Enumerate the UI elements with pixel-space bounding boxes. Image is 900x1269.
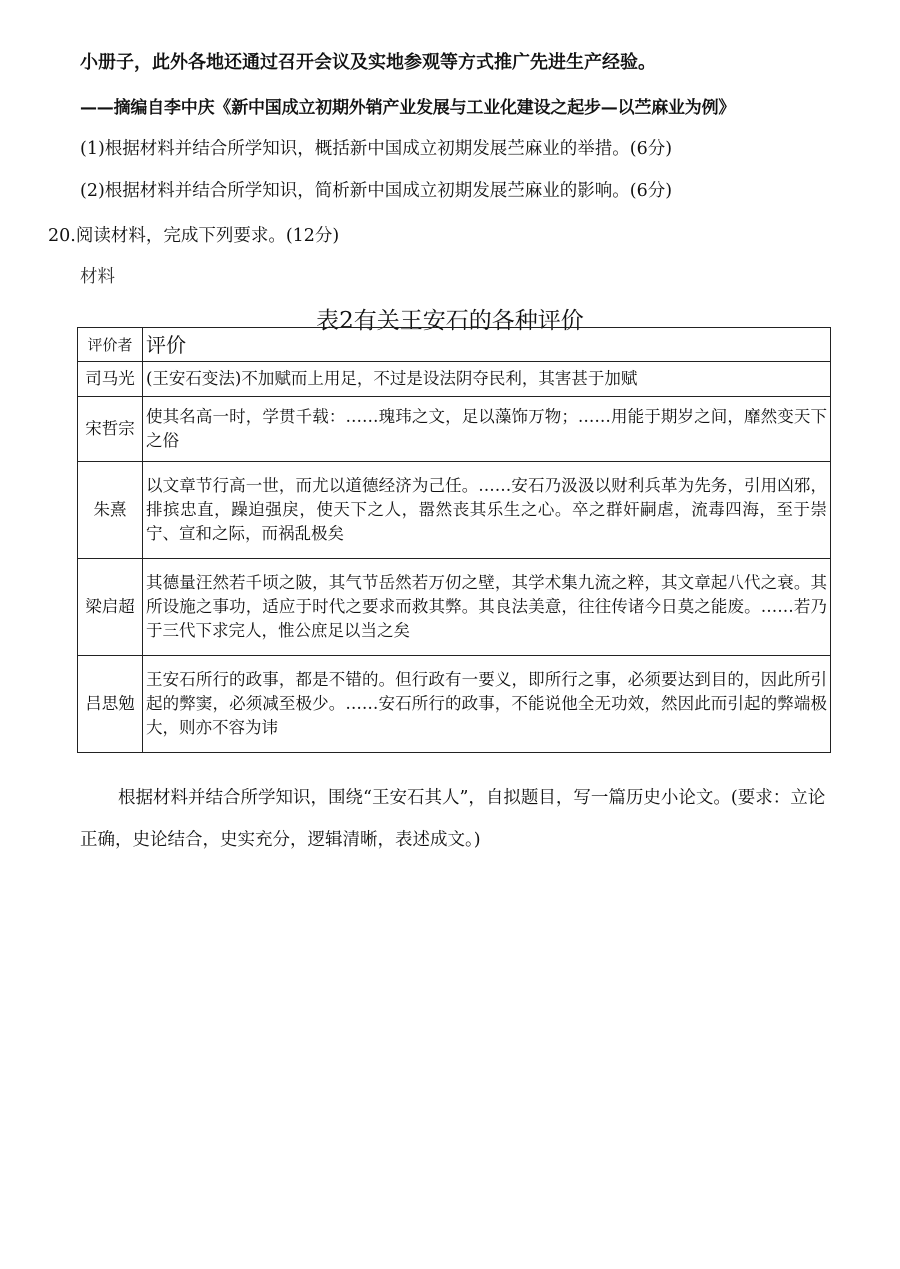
q19-subquestion-2: (2)根据材料并结合所学知识，简析新中国成立初期发展苎麻业的影响。(6分) [80,181,673,201]
evaluator-cell: 朱熹 [78,462,143,559]
evaluation-cell: 以文章节行高一世，而尤以道德经济为己任。……安石乃汲汲以财利兵革为先务，引用凶邪，排摈忠直，躁迫强戾，使天下之人，嚣然丧其乐生之心。卒之群奸嗣虐，流毒四海，至于崇宁、宣和之际，而祸乱极矣 [143,462,831,559]
passage-continuation: 小册子，此外各地还通过召开会议及实地参观等方式推广先进生产经验。 [80,52,656,73]
evaluator-cell: 宋哲宗 [78,397,143,462]
header-evaluation: 评价 [143,328,831,362]
table-header-row [78,328,831,362]
evaluator-cell: 司马光 [78,362,143,397]
table-title: 表2有关王安石的各种评价 [316,308,584,334]
table-row [78,462,831,559]
evaluation-cell: 使其名高一时，学贯千载：……瑰玮之文，足以藻饰万物；……用能于期岁之间，靡然变天下之俗 [143,397,831,462]
evaluation-cell: 其德量汪然若千顷之陂，其气节岳然若万仞之壁，其学术集九流之粹，其文章起八代之衰。其所设施之事功，适应于时代之要求而救其弊。其良法美意，往往传诸今日莫之能废。……若乃于三代下求完人，惟公庶足以当之矣 [143,559,831,656]
q20-prompt: 20.阅读材料，完成下列要求。(12分) [48,226,340,246]
evaluation-cell: 王安石所行的政事，都是不错的。但行政有一要义，即所行之事，必须要达到目的，因此所引起的弊窦，必须减至极少。……安石所行的政事，不能说他全无功效，然因此而引起的弊端极大，则亦不容为讳 [143,656,831,753]
table-row [78,559,831,656]
material-label: 材料 [80,267,115,287]
q19-subquestion-1: (1)根据材料并结合所学知识，概括新中国成立初期发展苎麻业的举措。(6分) [80,139,673,159]
table-row [78,397,831,462]
header-evaluator: 评价者 [78,328,143,362]
evaluator-cell: 梁启超 [78,559,143,656]
passage-source: ——摘编自李中庆《新中国成立初期外销产业发展与工业化建设之起步—以苎麻业为例》 [80,98,736,118]
essay-task: 根据材料并结合所学知识，围绕“王安石其人”，自拟题目，写一篇历史小论文。(要求：立论正确，史论结合，史实充分，逻辑清晰，表述成文。) [80,788,826,850]
evaluation-table [77,327,831,753]
evaluator-cell: 吕思勉 [78,656,143,753]
evaluation-cell: (王安石变法)不加赋而上用足，不过是设法阴夺民利，其害甚于加赋 [143,362,831,397]
table-row [78,362,831,397]
table-row [78,656,831,753]
